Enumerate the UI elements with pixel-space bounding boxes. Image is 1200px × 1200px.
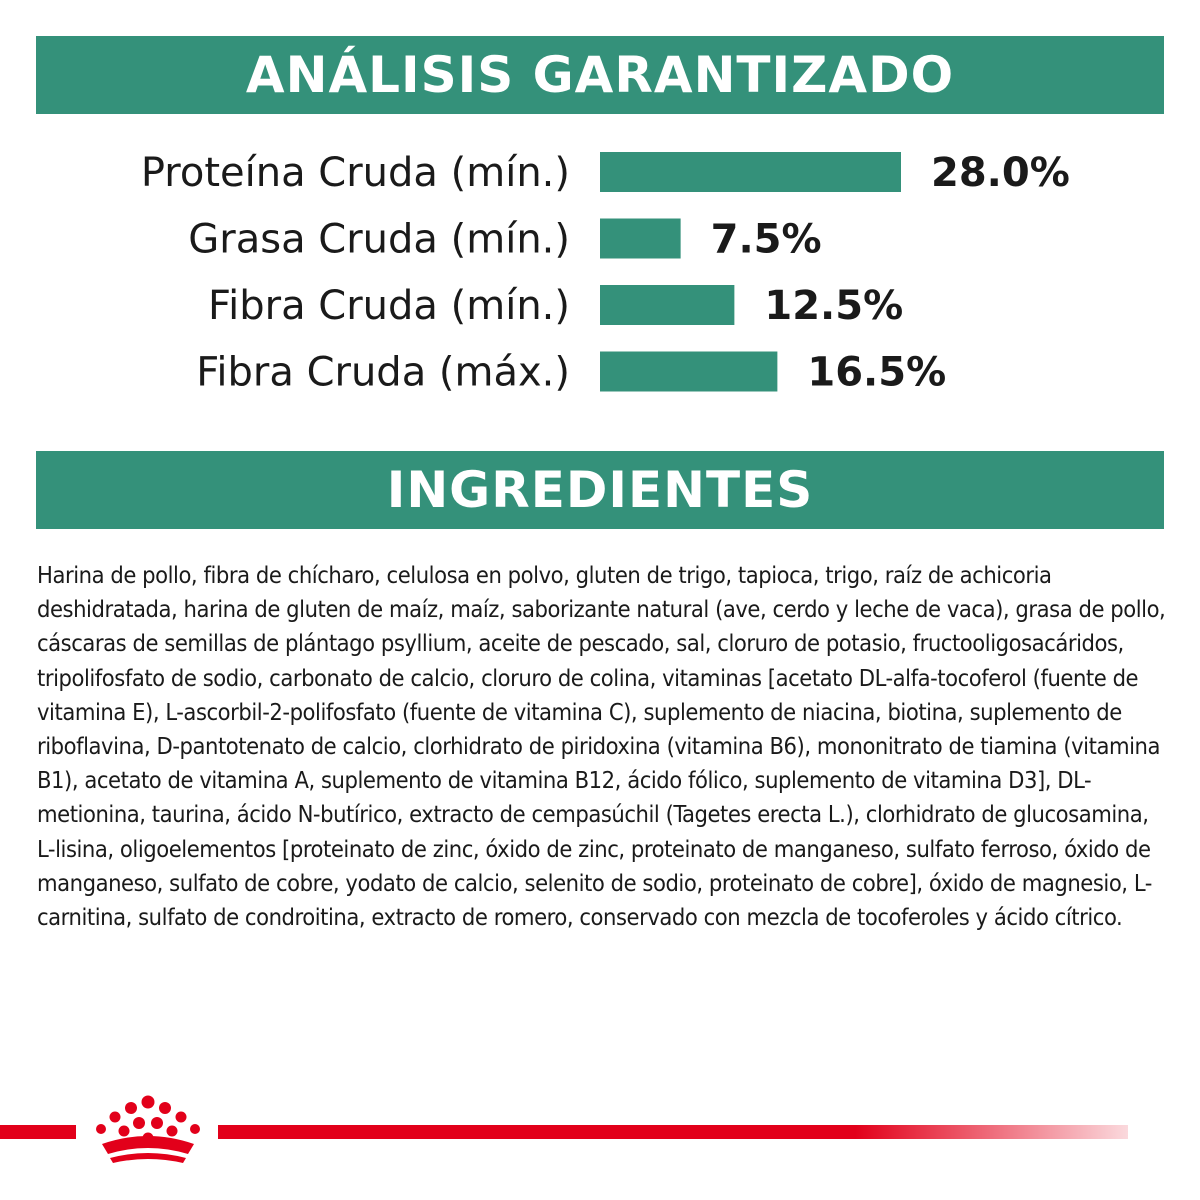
bar <box>600 352 777 392</box>
analysis-section-title: ANÁLISIS GARANTIZADO <box>36 36 1164 114</box>
value-label: 16.5% <box>807 349 947 396</box>
category-label: Fibra Cruda (mín.) <box>208 283 570 329</box>
crown-icon <box>82 1094 214 1166</box>
brand-stripe-left <box>0 1125 76 1139</box>
bar <box>600 152 901 192</box>
value-label: 28.0% <box>931 150 1070 196</box>
brand-stripe-right <box>218 1125 1128 1139</box>
bar <box>600 285 734 325</box>
category-label: Grasa Cruda (mín.) <box>188 216 570 263</box>
ingredients-text: Harina de pollo, fibra de chícharo, celulosa en polvo, gluten de trigo, tapioca, trigo, raíz de achicoria deshidratada, harina de gluten de maíz, maíz, saborizante natural (ave, cerdo y leche de vaca), grasa de pollo, cáscaras de semillas de plántago psyllium, aceite de pescado, sal, cloruro de potasio, fructooligosacáridos, tripolifosfato de sodio, carbonato de calcio, cloruro de colina, vitaminas [acetato DL-alfa-tocoferol (fuente de vitamina E), L-ascorbil-2-polifosfato (fuente de vitamina C), suplemento de niacina, biotina, suplemento de riboflavina, D-pantotenato de calcio, clorhidrato de piridoxina (vitamina B6), mononitrato de tiamina (vitamina B1), acetato de vitamina A, suplemento de vitamina B12, ácido fólico, suplemento de vitamina D3], DL-metionina, taurina, ácido N-butírico, extracto de cempasúchil (Tagetes erecta L.), clorhidrato de glucosamina, L-lisina, oligoelementos [proteinato de zinc, óxido de zinc, proteinato de manganeso, sulfato ferroso, óxido de manganeso, sulfato de cobre, yodato de calcio, selenito de sodio, proteinato de cobre], óxido de magnesio, L-carnitina, sulfato de condroitina, extracto de romero, conservado con mezcla de tocoferoles y ácido cítrico. <box>37 561 1166 932</box>
category-label: Fibra Cruda (máx.) <box>196 349 570 396</box>
bar <box>600 219 681 259</box>
category-label: Proteína Cruda (mín.) <box>140 150 570 196</box>
value-label: 7.5% <box>710 216 822 263</box>
nutrition-bar-chart <box>0 130 1200 430</box>
value-label: 12.5% <box>764 283 904 329</box>
ingredients-section-title: INGREDIENTES <box>36 451 1164 529</box>
